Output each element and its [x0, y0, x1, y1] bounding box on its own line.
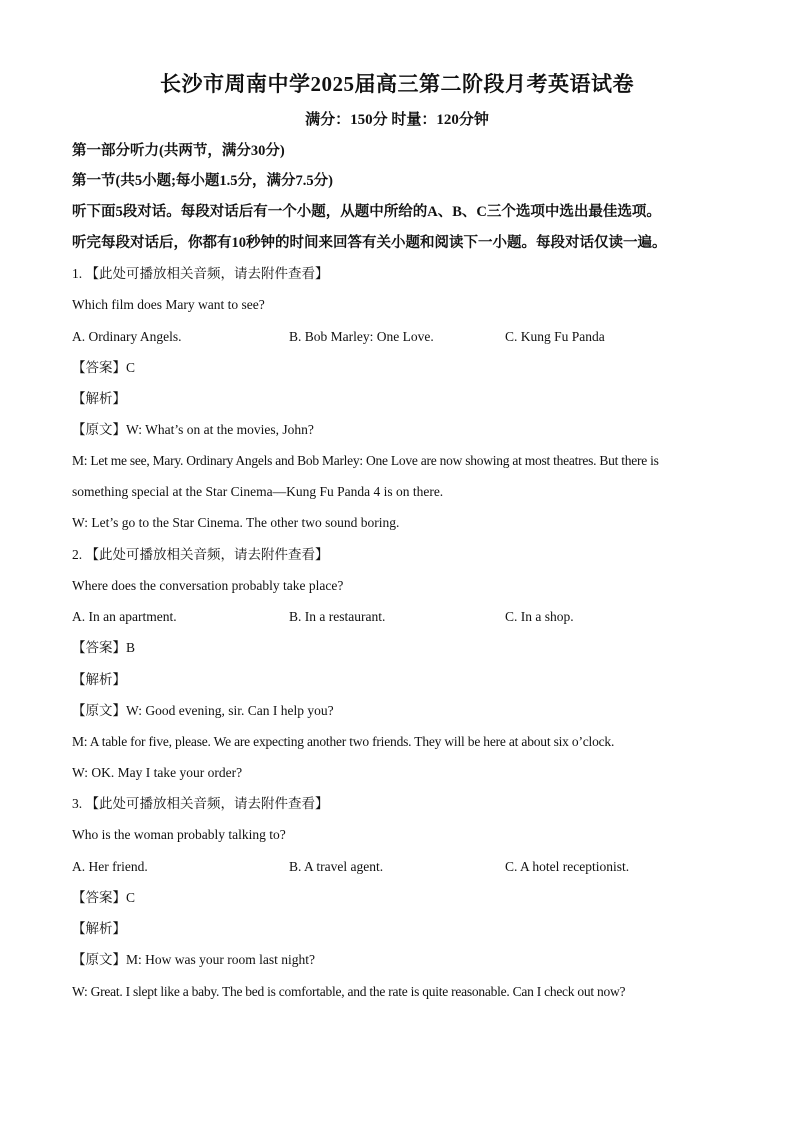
- q3-answer: 【答案】C: [72, 890, 136, 905]
- q1-number: 1. 【此处可播放相关音频，请去附件查看】: [72, 266, 329, 281]
- q2-transcript-1: 【原文】W: Good evening, sir. Can I help you?: [72, 703, 334, 718]
- q2-option-a: A. In an apartment.: [72, 609, 177, 624]
- q3-option-b: B. A travel agent.: [289, 859, 384, 874]
- q3-number: 3. 【此处可播放相关音频，请去附件查看】: [72, 796, 329, 811]
- q2-option-c: C. In a shop.: [505, 609, 574, 624]
- q1-option-b: B. Bob Marley: One Love.: [289, 329, 434, 344]
- q1-transcript-2: M: Let me see, Mary. Ordinary Angels and Bob Marley: One Love are now showing at most theatres. But there is: [72, 453, 659, 468]
- q3-transcript-1: 【原文】M: How was your room last night?: [72, 952, 315, 967]
- instruction-line-2: 听完每段对话后，你都有10秒钟的时间来回答有关小题和阅读下一小题。每段对话仅读一遍。: [72, 235, 667, 251]
- q2-number: 2. 【此处可播放相关音频，请去附件查看】: [72, 547, 329, 562]
- section-heading: 第一节(共5小题;每小题1.5分，满分7.5分): [72, 173, 333, 189]
- q3-analysis: 【解析】: [72, 921, 126, 936]
- q2-question: Where does the conversation probably take place?: [72, 578, 344, 593]
- q1-answer: 【答案】C: [72, 360, 136, 375]
- q3-option-c: C. A hotel receptionist.: [505, 859, 630, 874]
- q1-analysis: 【解析】: [72, 391, 126, 406]
- score-time-info: 满分：150分 时量：120分钟: [305, 112, 489, 128]
- q1-transcript-4: W: Let’s go to the Star Cinema. The other two sound boring.: [72, 515, 400, 530]
- q2-transcript-3: W: OK. May I take your order?: [72, 765, 243, 780]
- q1-question: Which film does Mary want to see?: [72, 297, 265, 312]
- q1-transcript-1: 【原文】W: What’s on at the movies, John?: [72, 422, 314, 437]
- page-title: 长沙市周南中学2025届高三第二阶段月考英语试卷: [160, 72, 634, 96]
- q3-question: Who is the woman probably talking to?: [72, 827, 286, 842]
- q2-option-b: B. In a restaurant.: [289, 609, 386, 624]
- q1-option-c: C. Kung Fu Panda: [505, 329, 605, 344]
- instruction-line-1: 听下面5段对话。每段对话后有一个小题，从题中所给的A、B、C三个选项中选出最佳选项。: [72, 204, 661, 220]
- q2-answer: 【答案】B: [72, 640, 136, 655]
- q2-transcript-2: M: A table for five, please. We are expecting another two friends. They will be here at about six o’clock.: [72, 734, 615, 749]
- part-heading: 第一部分听力(共两节，满分30分): [72, 143, 285, 159]
- q1-option-a: A. Ordinary Angels.: [72, 329, 182, 344]
- q2-analysis: 【解析】: [72, 672, 126, 687]
- q1-transcript-3: something special at the Star Cinema—Kung Fu Panda 4 is on there.: [72, 484, 444, 499]
- q3-option-a: A. Her friend.: [72, 859, 148, 874]
- q3-transcript-2: W: Great. I slept like a baby. The bed is comfortable, and the rate is quite reasonable. Can I check out now?: [72, 984, 626, 999]
